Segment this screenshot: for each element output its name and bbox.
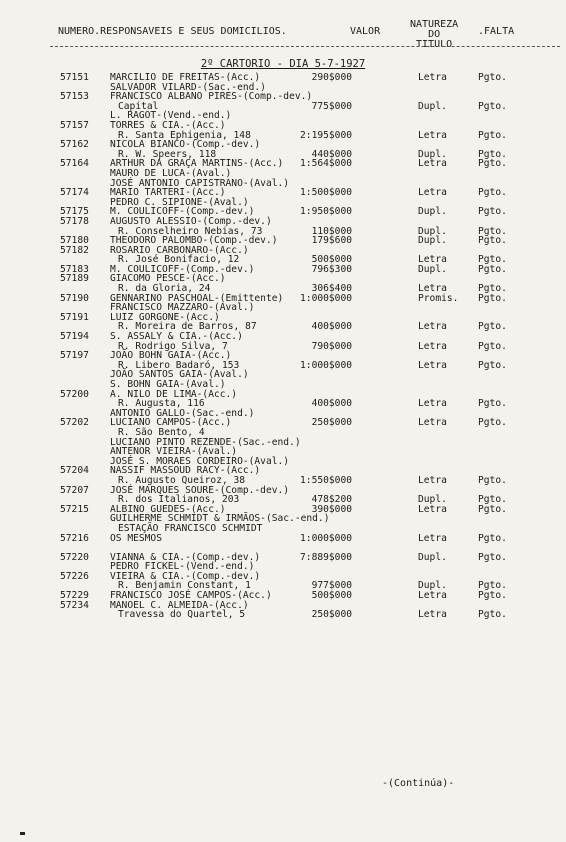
entry-name: M. COULICOFF-(Comp.-dev.): [110, 263, 255, 275]
entry-val: 7:889$000: [300, 551, 352, 563]
entry-row: [0, 102, 566, 112]
entry-val: 790$000: [311, 340, 352, 352]
entry-name: S. BOHN GAIA-(Aval.): [110, 379, 226, 390]
entry-name: ROSARIO CARBONARO-(Acc.): [110, 244, 249, 256]
entry-val: 775$000: [311, 100, 352, 112]
entry-val: 1:550$000: [300, 474, 352, 486]
entry-name: MAURO DE LUCA-(Aval.): [110, 167, 232, 179]
entry-num: 57164: [60, 158, 89, 170]
entry-name: R. Libero Badaró, 153: [118, 359, 240, 371]
entry-name: VIANNA & CIA.-(Comp.-dev.): [110, 551, 261, 563]
entry-val: 1:950$000: [300, 206, 352, 218]
entry-num: 57174: [60, 187, 89, 199]
entry-st: Pgto.: [478, 474, 507, 486]
entry-val: 1:500$000: [300, 187, 352, 199]
scan-speck: [20, 832, 25, 835]
entry-name: Capital: [118, 100, 159, 112]
entry-num: 57182: [60, 244, 89, 256]
entry-name: R. Augusto Queiroz, 38: [118, 474, 246, 486]
entry-doc: Dupl.: [418, 225, 447, 237]
entry-doc: Letra: [418, 187, 447, 199]
entry-name: M. COULICOFF-(Comp.-dev.): [110, 206, 255, 218]
entry-name: Travessa do Quartel, 5: [118, 609, 246, 621]
entry-doc: Dupl.: [418, 206, 447, 218]
entry-st: Pgto.: [478, 225, 507, 237]
entry-name: R. Augusta, 116: [118, 398, 205, 410]
entry-st: Pgto.: [478, 158, 507, 170]
entry-num: 57229: [60, 590, 89, 602]
entry-doc: Letra: [418, 321, 447, 333]
entry-num: 57180: [60, 235, 89, 247]
entry-st: Pgto.: [478, 494, 507, 506]
entry-name: GIACOMO PESCE-(Acc.): [110, 273, 226, 285]
entry-name: JOSÉ S. MORAES CORDEIRO-(Aval.): [110, 455, 290, 467]
entry-name: NASSIF MASSOUD RACY-(Acc.): [110, 465, 261, 477]
entry-name: MARIO TARTERI-(Acc.): [110, 187, 226, 199]
entry-num: 57178: [60, 215, 89, 227]
entry-name: JOSÉ ANTONIO CAPISTRANO-(Aval.): [110, 177, 290, 189]
entry-st: Pgto.: [478, 321, 507, 333]
entry-doc: Letra: [418, 474, 447, 486]
entry-row: [0, 188, 566, 198]
entry-name: PEDRO C. SIPIONE-(Aval.): [110, 196, 249, 208]
entry-st: Pgto.: [478, 72, 507, 83]
entry-st: Pgto.: [478, 206, 507, 218]
entry-name: R. Moreira de Barros, 87: [118, 321, 257, 333]
entry-num: 57189: [60, 273, 89, 285]
entry-st: Pgto.: [478, 148, 507, 160]
entry-doc: Dupl.: [418, 494, 447, 506]
entry-name: PEDRO FICKEL-(Vend.-end.): [110, 561, 255, 573]
entry-num: 57162: [60, 139, 89, 151]
entry-name: TORRES & CIA.-(Acc.): [110, 119, 226, 131]
entry-val: 977$000: [311, 580, 352, 592]
entry-num: 57151: [60, 72, 89, 83]
entry-num: 57153: [60, 91, 89, 103]
entry-doc: Letra: [418, 417, 447, 429]
entry-num: 57216: [60, 532, 89, 544]
entry-st: Pgto.: [478, 129, 507, 141]
header-falta: .FALTA: [478, 26, 515, 37]
entry-num: 57191: [60, 311, 89, 323]
entry-doc: Letra: [418, 532, 447, 544]
entry-val: 500$000: [311, 590, 352, 602]
entry-name: ALBINO GUEDES-(Acc.): [110, 503, 226, 515]
entry-st: Pgto.: [478, 551, 507, 563]
entry-num: 57183: [60, 263, 89, 275]
entry-name: ANTENOR VIEIRA-(Aval.): [110, 446, 238, 458]
entry-st: Pgto.: [478, 398, 507, 410]
entry-name: R. dos Italianos, 203: [118, 494, 240, 506]
entry-row: [0, 73, 566, 83]
entry-row: [0, 361, 566, 371]
entry-val: 110$000: [311, 225, 352, 237]
entry-doc: Letra: [418, 503, 447, 515]
entry-doc: Letra: [418, 609, 447, 621]
entry-row: [0, 399, 566, 409]
entry-val: 306$400: [311, 283, 352, 295]
entry-name: ESTAÇÃO FRANCISCO SCHMIDT: [118, 522, 263, 534]
entry-val: 440$000: [311, 148, 352, 160]
entry-name: R. Santa Ephigenia, 148: [118, 129, 251, 141]
entry-st: Pgto.: [478, 187, 507, 199]
entry-row: [0, 294, 566, 304]
entry-list: [0, 73, 566, 620]
entry-doc: Letra: [418, 283, 447, 295]
entry-name: S. ASSALY & CIA.-(Acc.): [110, 331, 243, 343]
entry-row: [0, 438, 566, 448]
entry-num: 57226: [60, 570, 89, 582]
entry-val: 796$300: [311, 263, 352, 275]
entry-name: MANOEL C. ALMEIDA-(Acc.): [110, 599, 249, 611]
entry-name: OS MESMOS: [110, 532, 162, 544]
entry-st: Pgto.: [478, 263, 507, 275]
entry-doc: Letra: [418, 590, 447, 602]
entry-name: GENNARINO PASCHOAL-(Emittente): [110, 292, 284, 304]
header-responsaveis: NUMERO.RESPONSAVEIS E SEUS DOMICILIOS.: [58, 26, 287, 37]
entry-num: 57220: [60, 551, 89, 563]
entry-name: R. São Bento, 4: [118, 426, 205, 438]
entry-num: 57215: [60, 503, 89, 515]
header-divider: [50, 46, 560, 47]
entry-doc: Letra: [418, 398, 447, 410]
entry-st: Pgto.: [478, 580, 507, 592]
entry-name: NICOLA BIANCO-(Comp.-dev.): [110, 139, 261, 151]
entry-name: LUCIANO PINTO REZENDE-(Sac.-end.): [110, 436, 301, 448]
entry-val: 500$000: [311, 254, 352, 266]
entry-st: Pgto.: [478, 532, 507, 544]
entry-st: Pgto.: [478, 503, 507, 515]
entry-doc: Letra: [418, 129, 447, 141]
entry-val: 290$000: [311, 72, 352, 83]
entry-val: 1:564$000: [300, 158, 352, 170]
entry-val: 1:000$000: [300, 532, 352, 544]
entry-val: 250$000: [311, 609, 352, 621]
entry-num: 57190: [60, 292, 89, 304]
entry-num: 57194: [60, 331, 89, 343]
entry-doc: Letra: [418, 158, 447, 170]
entry-doc: Dupl.: [418, 551, 447, 563]
entry-doc: Dupl.: [418, 580, 447, 592]
entry-num: 57202: [60, 417, 89, 429]
entry-val: 478$200: [311, 494, 352, 506]
header-natureza: NATUREZA DO TITULO: [410, 19, 459, 50]
entry-num: 57204: [60, 465, 89, 477]
entry-name: L. RAGOT-(Vend.-end.): [110, 110, 232, 122]
entry-row: [0, 553, 566, 563]
entry-name: R. Rodrigo Silva, 7: [118, 340, 228, 352]
entry-name: A. NILO DE LIMA-(Acc.): [110, 388, 238, 400]
entry-name: R. Benjamin Constant, 1: [118, 580, 251, 592]
entry-num: 57197: [60, 350, 89, 362]
entry-name: MARCILIO DE FREITAS-(Acc.): [110, 72, 261, 83]
entry-st: Pgto.: [478, 340, 507, 352]
entry-val: 400$000: [311, 398, 352, 410]
entry-val: 1:000$000: [300, 359, 352, 371]
entry-doc: Promis.: [418, 292, 459, 304]
entry-name: R. José Bonifacio, 12: [118, 254, 240, 266]
header-valor: VALOR: [350, 26, 381, 37]
entry-val: 390$000: [311, 503, 352, 515]
entry-doc: Dupl.: [418, 263, 447, 275]
entry-name: VIEIRA & CIA.-(Comp.-dev.): [110, 570, 261, 582]
entry-name: JOÃO BOHN GAIA-(Acc.): [110, 350, 232, 362]
entry-st: Pgto.: [478, 100, 507, 112]
entry-name: FRANCISCO JOSÉ CAMPOS-(Acc.): [110, 590, 272, 602]
entry-val: 250$000: [311, 417, 352, 429]
entry-num: 57200: [60, 388, 89, 400]
entry-st: Pgto.: [478, 254, 507, 266]
entry-name: GUILHERME SCHMIDT & IRMÃOS-(Sac.-end.): [110, 513, 330, 525]
entry-name: R. da Gloria, 24: [118, 283, 211, 295]
entry-doc: Letra: [418, 254, 447, 266]
continued-note: -(Continúa)-: [382, 778, 455, 789]
entry-name: LUIZ GORGONE-(Acc.): [110, 311, 220, 323]
entry-st: Pgto.: [478, 283, 507, 295]
entry-doc: Dupl.: [418, 100, 447, 112]
entry-val: 179$600: [311, 235, 352, 247]
entry-row: [0, 610, 566, 620]
section-title: 2º CARTORIO - DIA 5-7-1927: [200, 58, 366, 70]
entry-st: Pgto.: [478, 417, 507, 429]
entry-doc: Dupl.: [418, 235, 447, 247]
entry-num: 57157: [60, 119, 89, 131]
entry-name: JOÃO SANTOS GAIA-(Aval.): [110, 369, 249, 381]
entry-name: LUCIANO CAMPOS-(Acc.): [110, 417, 232, 429]
entry-name: THEODORO PALOMBO-(Comp.-dev.): [110, 235, 278, 247]
entry-name: JOSÉ MARQUES SOURE-(Comp.-dev.): [110, 484, 290, 496]
entry-name: AUGUSTO ALESSIO-(Comp.-dev.): [110, 215, 272, 227]
entry-st: Pgto.: [478, 359, 507, 371]
entry-name: R. W. Speers, 118: [118, 148, 217, 160]
entry-st: Pgto.: [478, 292, 507, 304]
entry-num: 57175: [60, 206, 89, 218]
entry-doc: Letra: [418, 359, 447, 371]
entry-doc: Dupl.: [418, 148, 447, 160]
entry-st: Pgto.: [478, 609, 507, 621]
entry-row: [0, 159, 566, 169]
entry-doc: Letra: [418, 340, 447, 352]
entry-name: ANTONIO GALLO-(Sac.-end.): [110, 407, 255, 419]
entry-num: 57234: [60, 599, 89, 611]
entry-val: 2:195$000: [300, 129, 352, 141]
entry-val: 400$000: [311, 321, 352, 333]
entry-st: Pgto.: [478, 235, 507, 247]
entry-name: ARTHUR DA GRAÇA MARTINS-(Acc.): [110, 158, 284, 170]
entry-name: FRANCISCO MAZZARO-(Aval.): [110, 302, 255, 314]
entry-row: [0, 514, 566, 524]
entry-doc: Letra: [418, 72, 447, 83]
entry-name: R. Conselheiro Nebias, 73: [118, 225, 263, 237]
entry-row: [0, 534, 566, 544]
entry-row: [0, 370, 566, 380]
entry-num: 57207: [60, 484, 89, 496]
entry-val: 1:000$000: [300, 292, 352, 304]
entry-st: Pgto.: [478, 590, 507, 602]
entry-name: SALVADOR VILARD-(Sac.-end.): [110, 81, 266, 93]
entry-row: [0, 418, 566, 428]
entry-name: FRANCISCO ALBANO PIRES-(Comp.-dev.): [110, 91, 313, 103]
